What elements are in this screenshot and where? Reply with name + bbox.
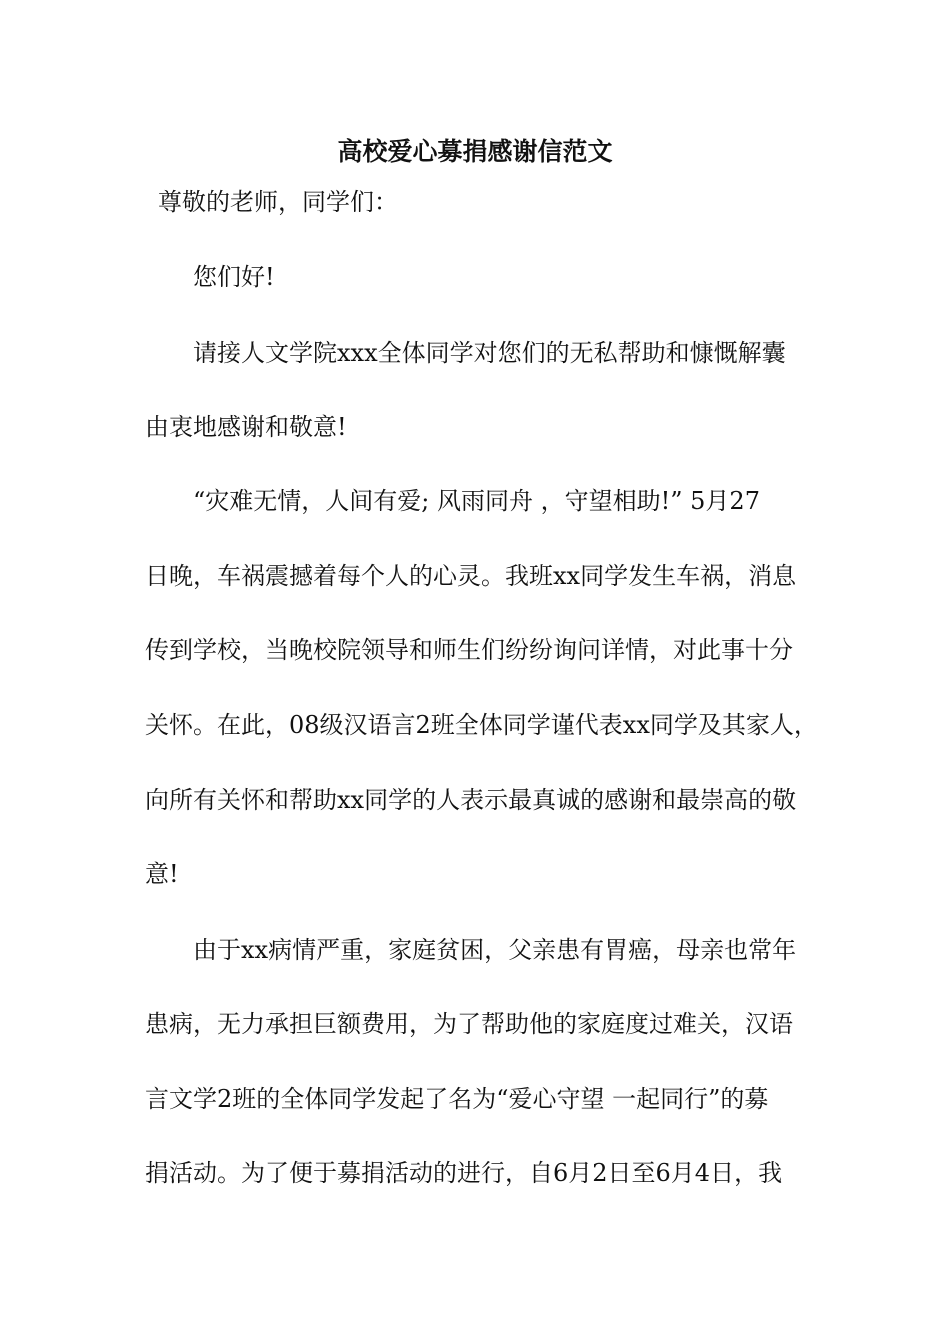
- greeting-line: 您们好!: [193, 263, 275, 291]
- paragraph-line: 言文学2班的全体同学发起了名为“爱心守望 一起同行”的募: [145, 1085, 769, 1113]
- paragraph-line: 患病，无力承担巨额费用，为了帮助他的家庭度过难关，汉语: [145, 1010, 793, 1038]
- paragraph-line: 意!: [145, 860, 179, 888]
- salutation-line: 尊敬的老师，同学们：: [158, 188, 398, 216]
- paragraph-line: 由于xx病情严重，家庭贫困，父亲患有胃癌，母亲也常年: [193, 936, 797, 964]
- paragraph-line: 日晚，车祸震撼着每个人的心灵。我班xx同学发生车祸，消息: [145, 562, 797, 590]
- paragraph-line: 传到学校，当晚校院领导和师生们纷纷询问详情，对此事十分: [145, 636, 793, 664]
- paragraph-line: 由衷地感谢和敬意!: [145, 413, 347, 441]
- paragraph-line: “灾难无情，人间有爱; 风雨同舟 ，守望相助!” 5月27: [193, 487, 760, 515]
- paragraph-line: 请接人文学院xxx全体同学对您们的无私帮助和慷慨解囊: [193, 339, 786, 367]
- paragraph-line: 捐活动。为了便于募捐活动的进行，自6月2日至6月4日，我: [145, 1159, 783, 1187]
- paragraph-line: 向所有关怀和帮助xx同学的人表示最真诚的感谢和最崇高的敬: [145, 786, 797, 814]
- document-title: 高校爱心募捐感谢信范文: [337, 137, 613, 166]
- paragraph-line: 关怀。在此，08级汉语言2班全体同学谨代表xx同学及其家人，: [145, 711, 818, 739]
